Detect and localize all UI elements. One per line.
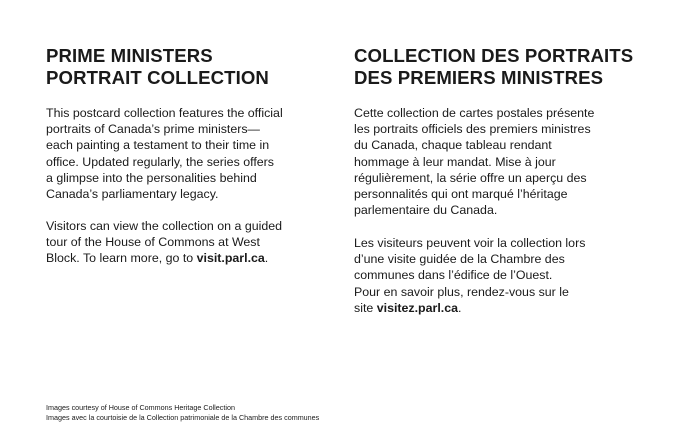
english-heading-line: PRIME MINISTERS	[46, 45, 213, 66]
french-column	[354, 45, 654, 315]
text-line: personnalités qui ont marqué l’héritage	[354, 187, 568, 202]
text-line: Les visiteurs peuvent voir la collection lors	[354, 236, 586, 250]
credit-line-french: Images avec la courtoisie de la Collection patrimoniale de la Chambre des communes	[46, 412, 320, 422]
french-visit-info	[354, 235, 585, 316]
text-line: This postcard collection features the official	[46, 106, 283, 120]
text-line: communes dans l’édifice de l’Ouest.	[354, 268, 553, 283]
text-line: du Canada, chaque tableau rendant	[354, 138, 552, 153]
english-heading-line: PORTRAIT COLLECTION	[46, 67, 269, 88]
text-line: les portraits officiels des premiers ministres	[354, 122, 591, 137]
text-line: hommage à leur mandat. Mise à jour	[354, 154, 556, 169]
french-heading-line: DES PREMIERS MINISTRES	[354, 67, 604, 88]
french-heading-line: COLLECTION DES PORTRAITS	[354, 45, 634, 66]
visitez-link[interactable]: visitez.parl.ca	[376, 300, 459, 315]
text-line: Cette collection de cartes postales présente	[354, 106, 595, 120]
text-line	[354, 300, 585, 316]
english-description	[46, 105, 283, 202]
visit-link[interactable]: visit.parl.ca	[196, 251, 265, 266]
text-line: each painting a testament to their time in	[46, 138, 270, 153]
text-line: portraits of Canada’s prime ministers—	[46, 122, 260, 137]
english-heading	[46, 45, 336, 89]
english-visit-info	[46, 218, 282, 267]
text-line: Canada’s parliamentary legacy.	[46, 187, 219, 202]
text-line: office. Updated regularly, the series offers	[46, 154, 274, 169]
credit-line-english: Images courtesy of House of Commons Heritage Collection	[46, 403, 235, 412]
text-fragment: .	[458, 300, 462, 315]
french-description	[354, 105, 594, 218]
french-heading	[354, 45, 654, 89]
text-line: Pour en savoir plus, rendez-vous sur le	[354, 284, 569, 299]
text-line: Visitors can view the collection on a guided	[46, 219, 283, 233]
text-line	[46, 250, 282, 266]
text-line: tour of the House of Commons at West	[46, 235, 260, 250]
text-line: a glimpse into the personalities behind	[46, 170, 257, 185]
text-fragment: site	[354, 300, 377, 315]
text-line: régulièrement, la série offre un aperçu des	[354, 170, 587, 185]
english-column	[46, 45, 336, 266]
text-fragment: .	[264, 251, 269, 266]
text-line: parlementaire du Canada.	[354, 203, 498, 218]
image-credits	[46, 403, 319, 422]
text-fragment: Block. To learn more, go to	[46, 251, 197, 266]
text-line: d’une visite guidée de la Chambre des	[354, 252, 565, 267]
